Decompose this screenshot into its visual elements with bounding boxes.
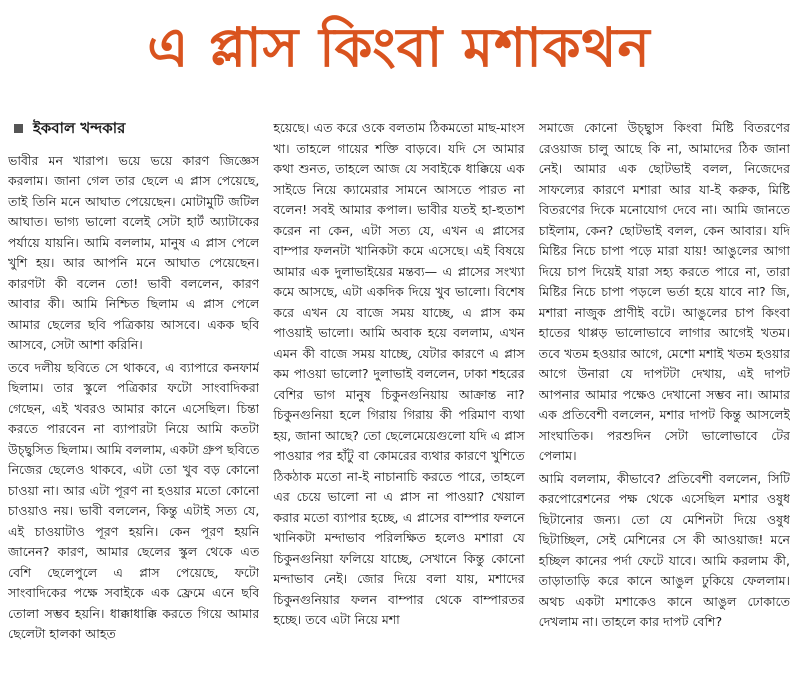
- paragraph: আমি বললাম, কীভাবে? প্রতিবেশী বললেন, সিটি করপোরেশনের পক্ষ থেকে এসেছিল মশার ওষুধ ছিটানোর জন্য। তো যে মেশিনটা দিয়ে ওষুধ ছিটাচ্ছিল, সেই মেশিনের সে কী আওয়াজ! মনে হচ্ছিল কানের পর্দা ফেটে যাবে। আমি করলাম কী, তাড়াতাড়ি করে কানে আঙুল ঢুকিয়ে ফেললাম। অথচ একটা মশাকেও কানে আঙুল ঢোকাতে দেখলাম না। তাহলে কার দাপট বেশি?: [538, 470, 790, 629]
- headline: এ প্লাস কিংবা মশাকথন: [147, 16, 651, 79]
- column-1: [8, 118, 259, 692]
- author-name: ইকবাল খন্দকার: [33, 119, 126, 137]
- article-columns: [8, 118, 790, 692]
- paragraph: সমাজে কোনো উচ্ছ্বাস কিংবা মিষ্টি বিতরণের রেওয়াজ চালু আছে কি না, আমাদের ঠিক জানা নেই। আমার এক ছোটভাই বলল, নিজেদের সাফল্যের কারণে মশারা আর যা-ই করুক, মিষ্টি বিতরণের দিকে মনোযোগ দেবে না। আমি জানতে চাইলাম, কেন? ছোটভাই বলল, কেন আবার। যদি মিষ্টির নিচে চাপা পড়ে মারা যায়! আঙুলের আগা দিয়ে চাপ দিয়েই যারা সহ্য করতে পারে না, তারা মিষ্টির নিচে চাপা পড়লে ভর্তা হয়ে যাবে না? জি, মশারা নাজুক প্রাণীই বটে। আঙুলের চাপ কিংবা হাতের থাপ্পড় ভালোভাবে লাগার আগেই খতম। তবে খতম হওয়ার আগে, মেশো মশাই খতম হওয়ার আগে উনারা যে দাপটটা দেখায়, এই দাপট আপনার আমার পক্ষেও দেখানো সম্ভব না। আমার এক প্রতিবেশী বললেন, মশার দাপট কিন্তু আসলেই সাংঘাতিক। পরশুদিন সেটা ভালোভাবে টের পেলাম।: [538, 120, 790, 463]
- square-bullet-icon: [14, 124, 23, 133]
- paragraph: হয়েছে। এত করে ওকে বলতাম ঠিকমতো মাছ-মাংস খা। তাহলে গায়ের শক্তি বাড়বে। যদি সে আমার কথা শুনত, তাহলে আজ যে সবাইকে ধাক্কিয়ে এক সাইডে নিয়ে ক্যামেরার সামনে আসতে পারত না বলেন! সবই আমার কপাল। ভাবীর যতই হা-হুতাশ করেন না কেন, এটা সত্য যে, এখন এ প্লাসের বাম্পার ফলনটা খানিকটা কমে এসেছে। এই বিষয়ে আমার এক দুলাভাইয়ের মন্তব্য— এ প্লাসের সংখ্যা কমে আসছে, এটা একদিক দিয়ে খুব ভালো। বিশেষ করে এখন যে বাজে সময় যাচ্ছে, এ প্লাস কম পাওয়াই ভালো। আমি অবাক হয়ে বললাম, এখন এমন কী বাজে সময় যাচ্ছে, যেটার কারণে এ প্লাস কম পাওয়া ভালো? দুলাভাই বললেন, ঢাকা শহরের বেশির ভাগ মানুষ চিকুনগুনিয়ায় আক্রান্ত না? চিকুনগুনিয়া হলে গিরায় গিরায় কী পরিমাণ ব্যথা হয়, জানা আছে? তো ছেলেমেয়েগুলো যদি এ প্লাস পাওয়ার পর হাঁটু বা কোমরের ব্যথার কারণে খুশিতে ঠিকঠাক মতো না-ই নাচানাচি করতে পারে, তাহলে এর চেয়ে ভালো না এ প্লাস না পাওয়া? খেয়াল করার মতো ব্যাপার হচ্ছে, এ প্লাসের বাম্পার ফলনে খানিকটা মন্দাভাব পরিলক্ষিত হলেও মশারা যে চিকুনগুনিয়া ফলিয়ে যাচ্ছে, সেখানে কিন্তু কোনো মন্দাভাব নেই। জোর দিয়ে বলা যায়, মশাদের চিকুনগুনিয়ার ফলন বাম্পার থেকে বাম্পারতর হচ্ছে। তবে এটা নিয়ে মশা: [273, 120, 525, 627]
- column-2: [273, 118, 524, 692]
- paragraph: তবে দলীয় ছবিতে সে থাকবে, এ ব্যাপারে কনফার্ম ছিলাম। তার স্কুলে পত্রিকার ফটো সাংবাদিকরা গেছেন, এই খবরও আমার কানে এসেছিল। চিন্তা করতে পারবেন না ব্যাপারটা নিয়ে আমি কতটা উচ্ছ্বসিত ছিলাম। আমি বললাম, একটা গ্রুপ ছবিতে নিজের ছেলেও থাকবে, এটা তো খুব বড় কোনো চাওয়া না। আর এটা পূরণ না হওয়ার মতো কোনো চাওয়াও নয়। ভাবী বললেন, কিন্তু এটাই সত্য যে, এই চাওয়াটাও পূরণ হয়নি। কেন পূরণ হয়নি জানেন? কারণ, আমার ছেলের স্কুল থেকে এত বেশি ছেলেপুলে এ প্লাস পেয়েছে, ফটো সাংবাদিকের পক্ষে সবাইকে এক ফ্রেমে এনে ছবি তোলা সম্ভব হয়নি। ধাক্কাধাক্কি করতে গিয়ে আমার ছেলেটা হালকা আহত: [8, 359, 260, 641]
- paragraph: ভাবীর মন খারাপ। ভয়ে ভয়ে কারণ জিজ্ঞেস করলাম। জানা গেল তার ছেলে এ প্লাস পেয়েছে, তাই তিনি মনে আঘাত পেয়েছেন। মোটামুটি জটিল আঘাত। ভাগ্য ভালো বলেই সেটা হার্ট অ্যাটাকের পর্যায়ে যায়নি। আমি বললাম, মানুষ এ প্লাস পেলে খুশি হয়। আর আপনি মনে আঘাত পেয়েছেন। কারণটা কী বলেন তো! ভাবী বললেন, কারণ আবার কী। আমি নিশ্চিত ছিলাম এ প্লাস পেলে আমার ছেলের ছবি পত্রিকায় আসবে। একক ছবি আসবে, সেটা আশা করিনি।: [8, 152, 260, 352]
- byline: [8, 118, 259, 139]
- column-3: [539, 118, 790, 692]
